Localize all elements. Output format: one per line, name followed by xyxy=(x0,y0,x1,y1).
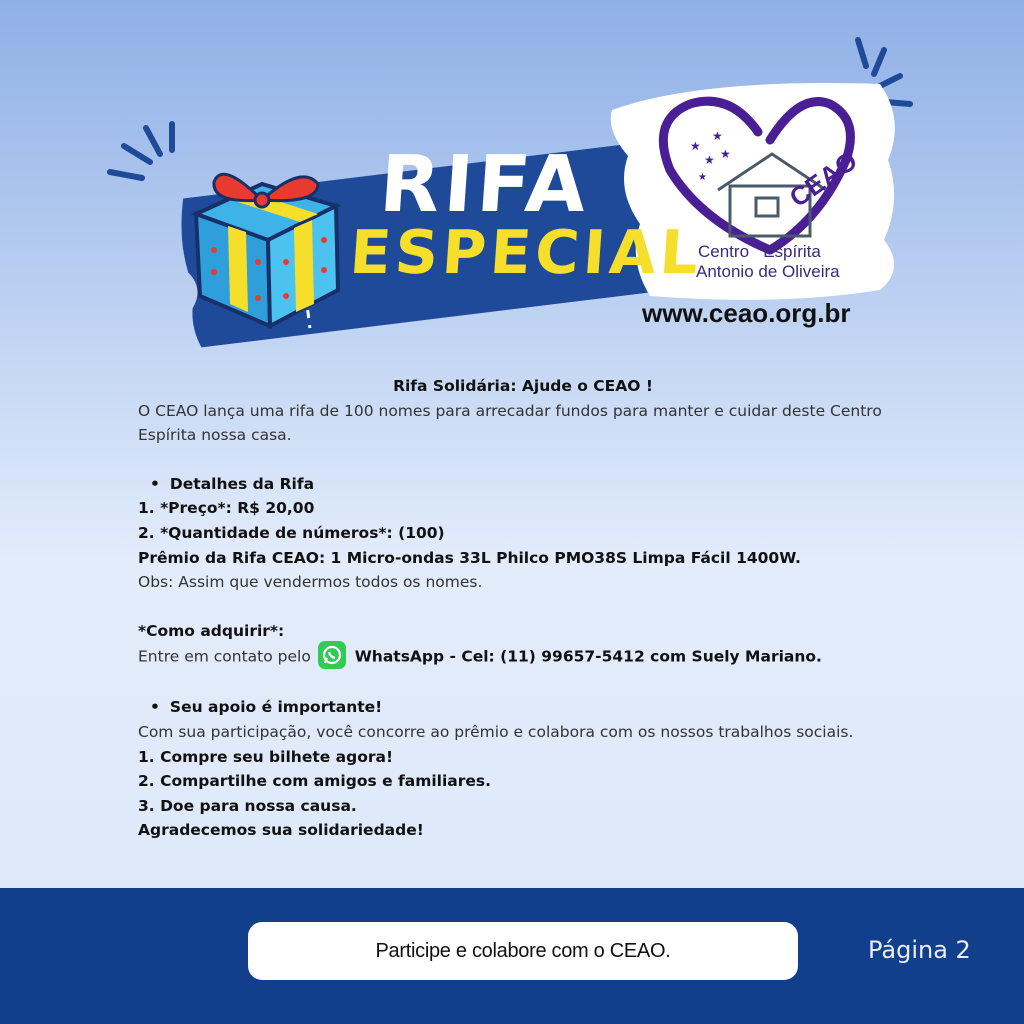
contact-detail: WhatsApp - Cel: (11) 99657-5412 com Suely Mariano. xyxy=(354,647,822,666)
svg-text:★: ★ xyxy=(690,139,701,153)
raffle-title: RIFA xyxy=(376,140,593,230)
logo-abbrev: CEAO xyxy=(783,145,863,213)
raffle-description xyxy=(138,374,908,843)
thanks-line: Agradecemos sua solidariedade! xyxy=(138,821,424,840)
svg-text:★: ★ xyxy=(712,129,723,143)
note-line: Obs: Assim que vendermos todos os nomes. xyxy=(138,573,483,592)
svg-text:★: ★ xyxy=(698,172,707,183)
support-title: • Seu apoio é importante! xyxy=(138,695,908,720)
price-line: 1. *Preço*: R$ 20,00 xyxy=(138,499,315,518)
intro-text: O CEAO lança uma rifa de 100 nomes para arrecadar fundos para manter e cuidar deste Centro Espírita nossa casa. xyxy=(138,401,882,445)
step-2: 2. Compartilhe com amigos e familiares. xyxy=(138,772,492,791)
step-3: 3. Doe para nossa causa. xyxy=(138,796,357,815)
header-banner xyxy=(0,0,1024,360)
logo-name-line1: Centro Espírita xyxy=(698,242,821,261)
logo-name-line2: Antonio de Oliveira xyxy=(696,262,840,281)
support-text: Com sua participação, você concorre ao prêmio e colabora com os nossos trabalhos sociais. xyxy=(138,722,854,741)
details-title: • Detalhes da Rifa xyxy=(138,472,908,497)
footer-bar xyxy=(0,888,1024,1024)
page-number: Página 2 xyxy=(868,936,971,964)
raffle-subtitle: ESPECIAL xyxy=(347,218,705,288)
website-link[interactable]: www.ceao.org.br xyxy=(642,298,851,328)
whatsapp-icon[interactable] xyxy=(318,641,346,669)
contact-line xyxy=(138,643,908,671)
quantity-line: 2. *Quantidade de números*: (100) xyxy=(138,523,445,542)
step-1: 1. Compre seu bilhete agora! xyxy=(138,747,394,766)
prize-line: Prêmio da Rifa CEAO: 1 Micro-ondas 33L Philco PMO38S Limpa Fácil 1400W. xyxy=(138,548,801,567)
cta-button[interactable]: Participe e colabore com o CEAO. xyxy=(248,922,798,980)
contact-prefix: Entre em contato pelo xyxy=(138,647,311,666)
content-heading: Rifa Solidária: Ajude o CEAO ! xyxy=(393,377,653,395)
how-title: *Como adquirir*: xyxy=(138,621,285,640)
svg-text:★: ★ xyxy=(704,153,715,167)
svg-text:★: ★ xyxy=(720,147,731,161)
